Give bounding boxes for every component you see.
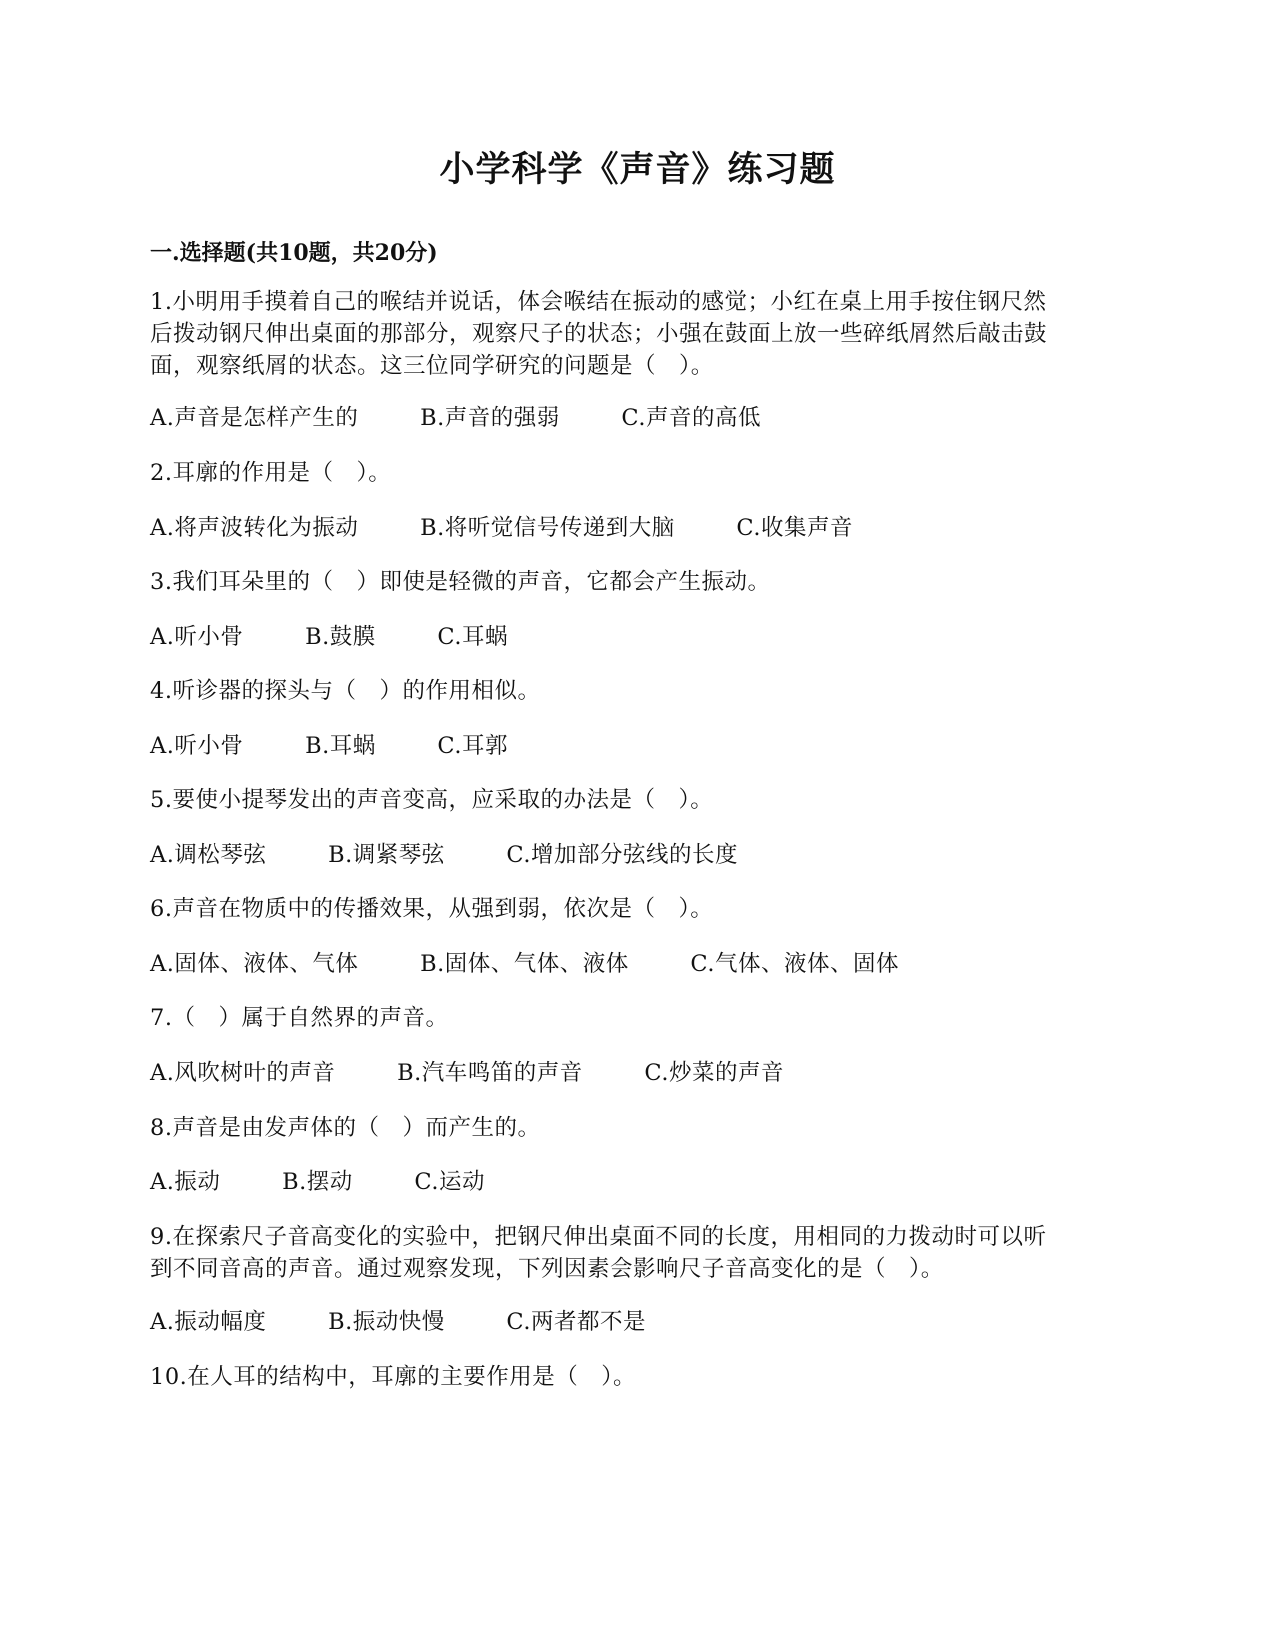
options-3 (150, 621, 508, 653)
option-a: A.风吹树叶的声音 (150, 1060, 336, 1086)
option-c: C.收集声音 (736, 515, 853, 541)
option-b: B.将听觉信号传递到大脑 (420, 515, 675, 541)
options-9 (150, 1306, 646, 1338)
question-line: 3.我们耳朵里的（ ）即使是轻微的声音，它都会产生振动。 (150, 569, 771, 595)
option-c: C.气体、液体、固体 (690, 951, 899, 977)
question-line: 1.小明用手摸着自己的喉结并说话，体会喉结在振动的感觉；小红在桌上用手按住钢尺然 (150, 289, 1047, 315)
option-b: B.汽车鸣笛的声音 (397, 1060, 583, 1086)
option-b: B.声音的强弱 (420, 405, 560, 431)
option-c: C.炒菜的声音 (644, 1060, 784, 1086)
options-2 (150, 512, 853, 544)
options-1 (150, 402, 761, 434)
question-line: 2.耳廓的作用是（ ）。 (150, 460, 392, 486)
page-title: 小学科学《声音》练习题 (439, 149, 836, 190)
section-heading: 一.选择题(共10题，共20分) (150, 240, 438, 266)
question-line: 5.要使小提琴发出的声音变高，应采取的办法是（ ）。 (150, 787, 714, 813)
option-c: C.增加部分弦线的长度 (506, 842, 738, 868)
question-line: 7.（ ）属于自然界的声音。 (150, 1005, 449, 1031)
option-b: B.耳蜗 (305, 733, 376, 759)
option-a: A.固体、液体、气体 (150, 951, 359, 977)
question-7 (150, 1002, 1130, 1034)
option-b: B.鼓膜 (305, 624, 376, 650)
option-c: C.运动 (414, 1169, 485, 1195)
options-4 (150, 730, 508, 762)
option-c: C.两者都不是 (506, 1309, 646, 1335)
question-line: 后拨动钢尺伸出桌面的那部分，观察尺子的状态；小强在鼓面上放一些碎纸屑然后敲击鼓 (150, 321, 1048, 347)
question-line: 6.声音在物质中的传播效果，从强到弱，依次是（ ）。 (150, 896, 714, 922)
option-a: A.调松琴弦 (150, 842, 267, 868)
option-a: A.声音是怎样产生的 (150, 405, 359, 431)
options-8 (150, 1166, 485, 1198)
question-line: 到不同音高的声音。通过观察发现，下列因素会影响尺子音高变化的是（ ）。 (150, 1256, 944, 1282)
question-10 (150, 1361, 1130, 1393)
question-line: 8.声音是由发声体的（ ）而产生的。 (150, 1115, 541, 1141)
question-2 (150, 457, 1130, 489)
question-4 (150, 675, 1130, 707)
option-a: A.振动 (150, 1169, 221, 1195)
question-line: 10.在人耳的结构中，耳廓的主要作用是（ ）。 (150, 1364, 637, 1390)
option-a: A.振动幅度 (150, 1309, 267, 1335)
question-5 (150, 784, 1130, 816)
question-3 (150, 566, 1130, 598)
option-a: A.将声波转化为振动 (150, 515, 359, 541)
option-a: A.听小骨 (150, 733, 244, 759)
question-line: 4.听诊器的探头与（ ）的作用相似。 (150, 678, 541, 704)
question-line: 9.在探索尺子音高变化的实验中，把钢尺伸出桌面不同的长度，用相同的力拨动时可以听 (150, 1224, 1047, 1250)
question-line: 面，观察纸屑的状态。这三位同学研究的问题是（ ）。 (150, 353, 714, 379)
option-c: C.耳郭 (437, 733, 508, 759)
option-b: B.固体、气体、液体 (420, 951, 629, 977)
option-b: B.调紧琴弦 (328, 842, 445, 868)
option-b: B.摆动 (282, 1169, 353, 1195)
option-b: B.振动快慢 (328, 1309, 445, 1335)
question-1 (150, 286, 1130, 382)
options-6 (150, 948, 899, 980)
question-6 (150, 893, 1130, 925)
option-c: C.耳蜗 (437, 624, 508, 650)
options-5 (150, 839, 738, 871)
question-9 (150, 1221, 1130, 1285)
question-8 (150, 1112, 1130, 1144)
options-7 (150, 1057, 784, 1089)
option-c: C.声音的高低 (621, 405, 761, 431)
option-a: A.听小骨 (150, 624, 244, 650)
